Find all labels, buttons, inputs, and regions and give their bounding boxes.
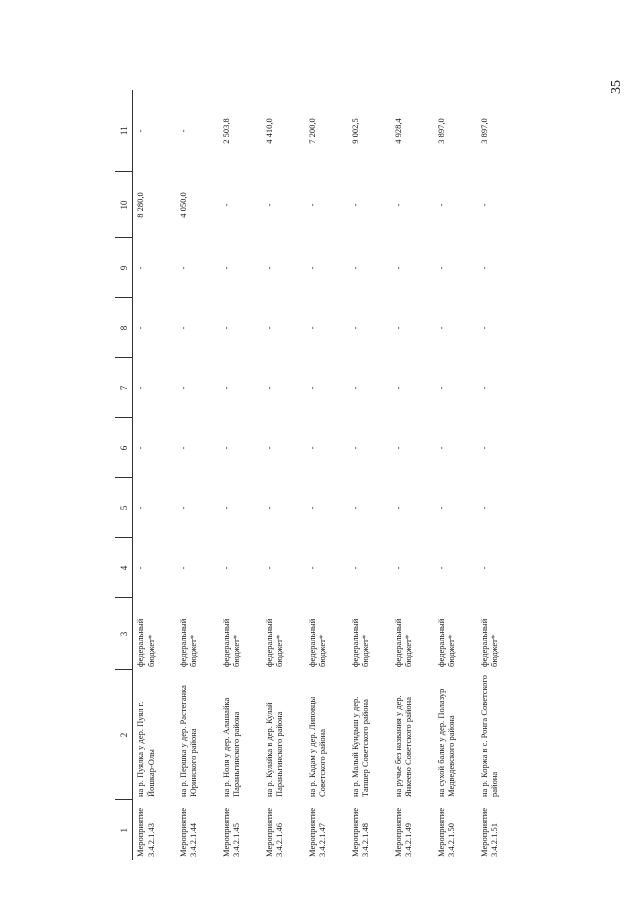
- amount-cell: -: [306, 566, 317, 570]
- amount-cell: 4 928,4: [392, 118, 403, 144]
- amount-cell: 8 280,0: [135, 192, 145, 218]
- amount-cell: -: [135, 446, 145, 450]
- amount-cell: -: [220, 266, 231, 270]
- measure-code-cell: Мероприятие 3.4.2.1.48: [349, 807, 370, 857]
- amount-cell: -: [135, 129, 145, 133]
- amount-cell: -: [220, 386, 231, 390]
- amount-cell: -: [263, 203, 274, 207]
- amount-cell: -: [135, 506, 145, 510]
- column-header: 9: [115, 238, 133, 298]
- amount-cell: -: [478, 446, 489, 450]
- funding-source-cell: федеральный бюджет*: [220, 618, 241, 667]
- table-row: [391, 90, 434, 860]
- amount-cell: -: [177, 386, 188, 390]
- column-header: 7: [115, 358, 133, 418]
- amount-cell: -: [135, 386, 145, 390]
- amount-cell: 3 897,0: [478, 118, 489, 144]
- funding-source-cell: федеральный бюджет*: [135, 618, 156, 667]
- amount-cell: -: [435, 266, 446, 270]
- column-header: 10: [115, 172, 133, 238]
- amount-cell: 2 503,8: [220, 118, 231, 144]
- amount-cell: -: [392, 386, 403, 390]
- amount-cell: -: [478, 203, 489, 207]
- funding-source-cell: федеральный бюджет*: [177, 618, 198, 667]
- column-header: 4: [115, 538, 133, 598]
- amount-cell: -: [435, 386, 446, 390]
- amount-cell: -: [306, 386, 317, 390]
- measure-description-cell: на сухой балке у дер. Полазур Медведевского района: [435, 688, 456, 797]
- amount-cell: -: [392, 203, 403, 207]
- amount-cell: -: [220, 506, 231, 510]
- amount-cell: -: [263, 566, 274, 570]
- table-header-row: [115, 90, 133, 860]
- column-header: 3: [115, 598, 133, 670]
- amount-cell: -: [135, 326, 145, 330]
- amount-cell: -: [392, 506, 403, 510]
- column-header: 1: [115, 800, 133, 860]
- column-header: 6: [115, 418, 133, 478]
- amount-cell: -: [435, 203, 446, 207]
- amount-cell: -: [392, 326, 403, 330]
- amount-cell: -: [435, 506, 446, 510]
- measure-code-cell: Мероприятие 3.4.2.1.47: [306, 807, 327, 857]
- amount-cell: -: [478, 386, 489, 390]
- amount-cell: 3 897,0: [435, 118, 446, 144]
- amount-cell: -: [392, 566, 403, 570]
- measure-description-cell: на р. Пуялка у дер. Пуял г. Йошкар-Олы: [135, 701, 156, 797]
- table-row: [305, 90, 348, 860]
- amount-cell: -: [177, 129, 188, 133]
- amount-cell: 4 050,0: [177, 192, 188, 218]
- amount-cell: -: [435, 566, 446, 570]
- measure-code-cell: Мероприятие 3.4.2.1.44: [177, 807, 198, 857]
- amount-cell: -: [135, 266, 145, 270]
- measure-description-cell: на р. Першка у дер. Растеганка Юринского района: [177, 685, 198, 797]
- measure-code-cell: Мероприятие 3.4.2.1.46: [263, 807, 284, 857]
- amount-cell: -: [435, 326, 446, 330]
- amount-cell: 7 200,0: [306, 118, 317, 144]
- rotated-table-container: [115, 90, 635, 860]
- measure-description-cell: на р. Ноля у дер. Алашайка Параньгинского района: [220, 697, 241, 797]
- amount-cell: -: [392, 266, 403, 270]
- amount-cell: -: [349, 446, 360, 450]
- amount-cell: -: [392, 446, 403, 450]
- column-header: 11: [115, 90, 133, 172]
- amount-cell: -: [306, 203, 317, 207]
- table-row: [434, 90, 477, 860]
- amount-cell: -: [263, 446, 274, 450]
- table-row: [219, 90, 262, 860]
- table-row: [262, 90, 305, 860]
- amount-cell: -: [177, 506, 188, 510]
- amount-cell: -: [220, 446, 231, 450]
- funding-source-cell: федеральный бюджет*: [392, 618, 413, 667]
- amount-cell: -: [177, 326, 188, 330]
- funding-source-cell: федеральный бюджет*: [306, 618, 327, 667]
- amount-cell: -: [263, 386, 274, 390]
- amount-cell: -: [177, 566, 188, 570]
- amount-cell: -: [220, 203, 231, 207]
- amount-cell: 4 410,0: [263, 118, 274, 144]
- amount-cell: -: [349, 566, 360, 570]
- amount-cell: -: [349, 506, 360, 510]
- amount-cell: -: [478, 506, 489, 510]
- financing-table: [115, 90, 520, 860]
- amount-cell: -: [177, 446, 188, 450]
- amount-cell: -: [177, 266, 188, 270]
- table-row: [477, 90, 520, 860]
- amount-cell: -: [220, 326, 231, 330]
- funding-source-cell: федеральный бюджет*: [349, 618, 370, 667]
- column-header: 8: [115, 298, 133, 358]
- measure-description-cell: на р. Кулайка в дер. Кулай Параньгинского района: [263, 702, 284, 797]
- amount-cell: -: [263, 506, 274, 510]
- amount-cell: -: [306, 266, 317, 270]
- amount-cell: -: [349, 266, 360, 270]
- amount-cell: -: [349, 386, 360, 390]
- column-header: 2: [115, 670, 133, 800]
- amount-cell: -: [263, 266, 274, 270]
- table-row: [176, 90, 219, 860]
- measure-code-cell: Мероприятие 3.4.2.1.45: [220, 807, 241, 857]
- amount-cell: -: [263, 326, 274, 330]
- amount-cell: -: [478, 566, 489, 570]
- amount-cell: -: [349, 203, 360, 207]
- measure-code-cell: Мероприятие 3.4.2.1.49: [392, 807, 413, 857]
- measure-code-cell: Мероприятие 3.4.2.1.51: [478, 807, 499, 857]
- amount-cell: -: [306, 326, 317, 330]
- amount-cell: -: [478, 266, 489, 270]
- table-row: [348, 90, 391, 860]
- amount-cell: -: [478, 326, 489, 330]
- funding-source-cell: федеральный бюджет*: [263, 618, 284, 667]
- amount-cell: 9 002,5: [349, 118, 360, 144]
- funding-source-cell: федеральный бюджет*: [478, 618, 499, 667]
- column-header: 5: [115, 478, 133, 538]
- funding-source-cell: федеральный бюджет*: [435, 618, 456, 667]
- amount-cell: -: [435, 446, 446, 450]
- measure-code-cell: Мероприятие 3.4.2.1.50: [435, 807, 456, 857]
- measure-description-cell: на р. Коржа в с. Ронга Советского района: [478, 674, 499, 797]
- amount-cell: -: [135, 566, 145, 570]
- page-number: 35: [609, 80, 624, 94]
- table-row: [133, 90, 176, 860]
- amount-cell: -: [306, 446, 317, 450]
- measure-code-cell: Мероприятие 3.4.2.1.43: [135, 807, 156, 857]
- measure-description-cell: на р. Кадам у дер. Липовцы Советского района: [306, 696, 327, 797]
- amount-cell: -: [306, 506, 317, 510]
- amount-cell: -: [349, 326, 360, 330]
- measure-description-cell: на р. Малый Кундыш у дер. Тапшер Советского района: [349, 696, 370, 797]
- measure-description-cell: на ручье без названия у дер. Янкеево Советского района: [392, 695, 413, 797]
- amount-cell: -: [220, 566, 231, 570]
